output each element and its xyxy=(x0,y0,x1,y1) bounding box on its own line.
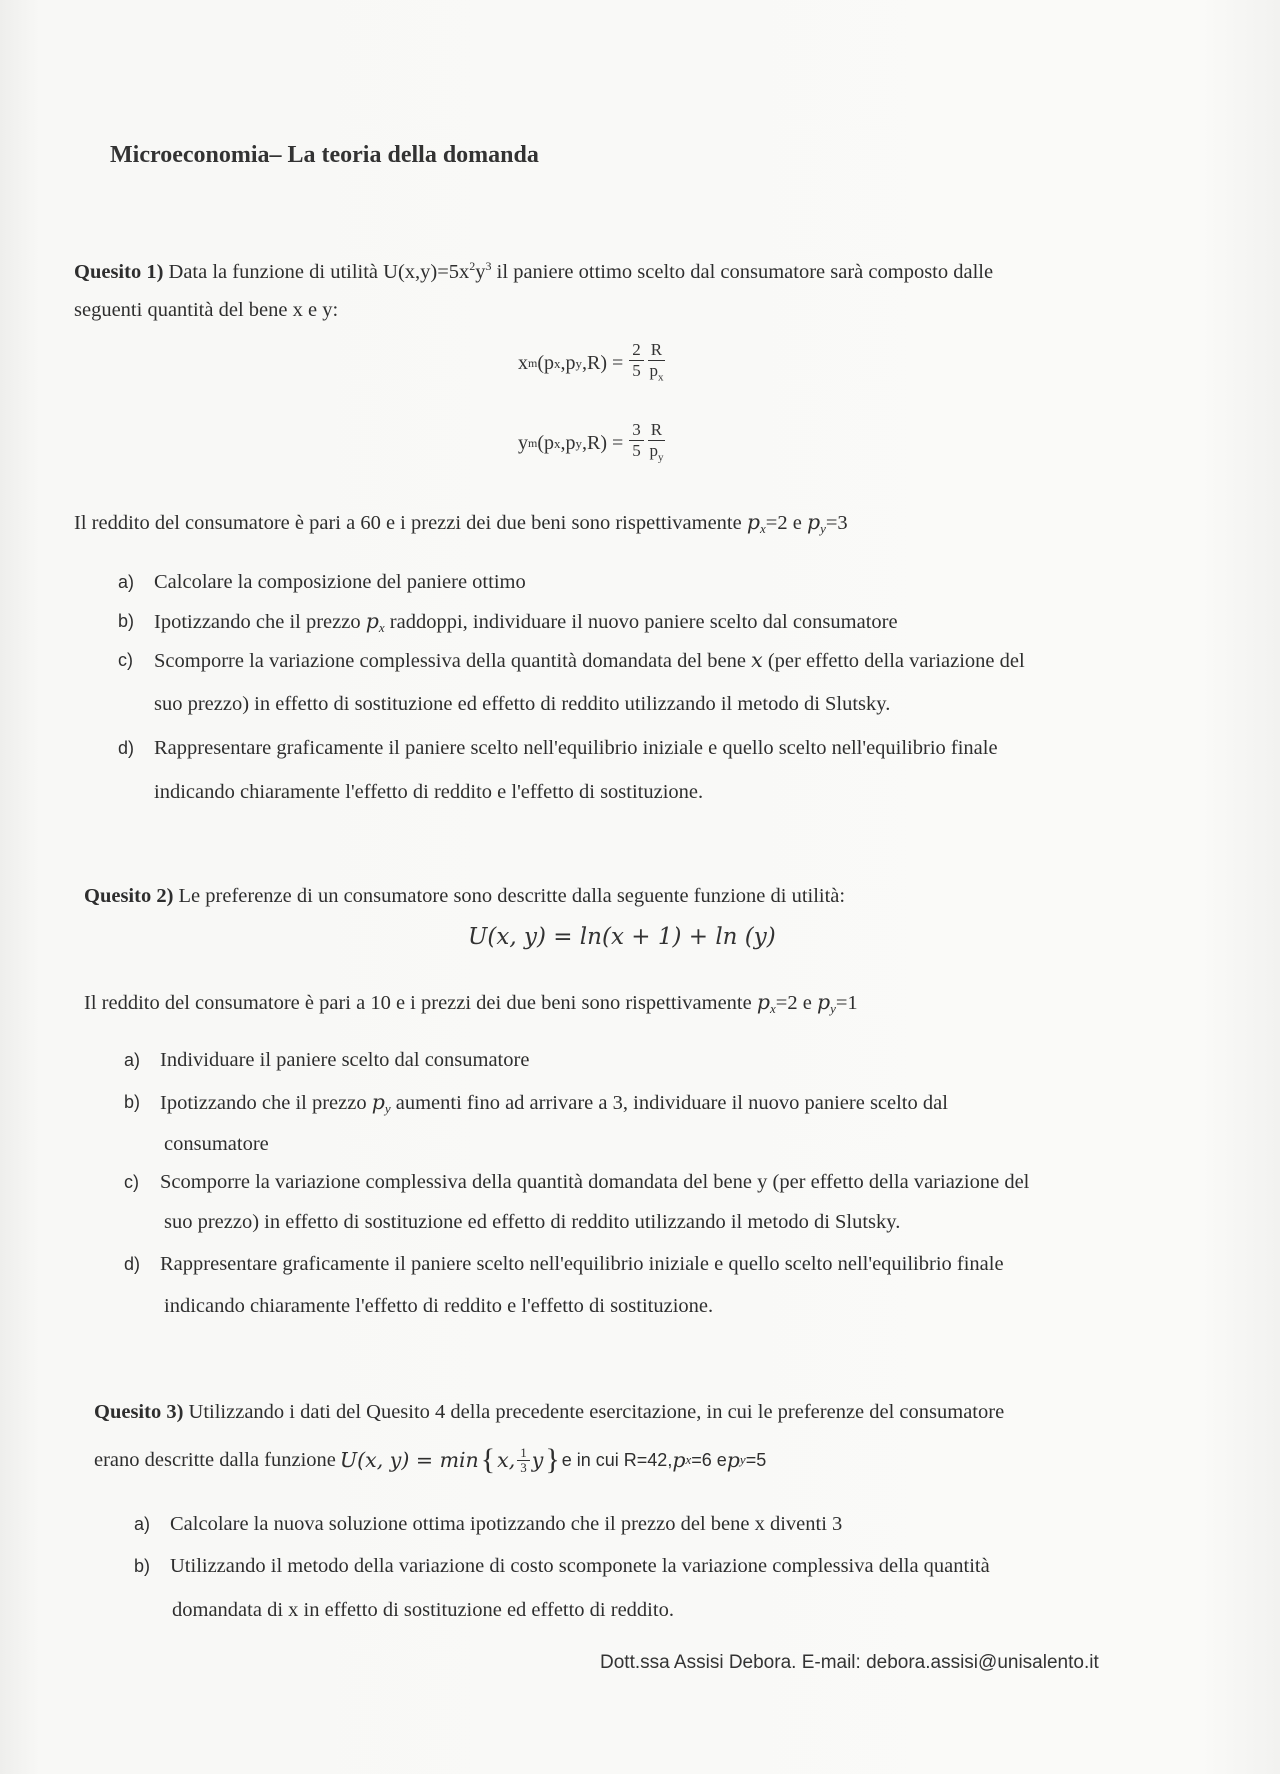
q2-item-b-line2: consumatore xyxy=(164,1133,269,1155)
q1-income: Il reddito del consumatore è pari a 60 e i prezzi dei due beni sono rispettivamente $p_x=2$ e $p_y=3$ xyxy=(74,510,848,536)
footer-author: Dott.ssa Assisi Debora. E-mail: debora.assisi@unisalento.it xyxy=(600,1652,1099,1673)
q1-item-c-line2: suo prezzo) in effetto di sostituzione ed effetto di reddito utilizzando il metodo di Slutsky. xyxy=(154,693,891,715)
q2-item-c-line2: suo prezzo) in effetto di sostituzione ed effetto di reddito utilizzando il metodo di Slutsky. xyxy=(164,1211,901,1233)
document-title: Microeconomia– La teoria della domanda xyxy=(110,142,539,168)
q1-item-d: d) Rappresentare graficamente il paniere scelto nell'equilibrio iniziale e quello scelto nell'equilibrio finale xyxy=(118,737,998,759)
q2-item-b: b) Ipotizzando che il prezzo $p_y$ aumenti fino ad arrivare a 3, individuare il nuovo paniere scelto dal xyxy=(124,1090,948,1116)
q1-item-a: a) Calcolare la composizione del paniere ottimo xyxy=(118,571,526,593)
q3-item-a: a) Calcolare la nuova soluzione ottima ipotizzando che il prezzo del bene x diventi 3 xyxy=(134,1513,843,1535)
q1-item-b: b) Ipotizzando che il prezzo $p_x$ raddoppi, individuare il nuovo paniere scelto dal consumatore xyxy=(118,609,898,635)
q2-item-a: a) Individuare il paniere scelto dal consumatore xyxy=(124,1049,530,1071)
q1-intro-line2: seguenti quantità del bene x e y: xyxy=(74,299,339,321)
q2-label: Quesito 2) xyxy=(84,885,174,907)
q1-formula-x: x m (p x ,p y ,R) = $\frac{2}{5}$ $\frac{R}{p_x}$ xyxy=(518,340,664,384)
q3-intro: Quesito 3) Utilizzando i dati del Quesito 4 della precedente esercitazione, in cui le preferenze del consumatore xyxy=(94,1401,1005,1423)
q3-intro-line2: erano descritte dalla funzione U(x, y) = min { x, $\frac{1}{3}$ y } e in cui R=42, p x =6 e p y =5 xyxy=(94,1443,767,1476)
q1-formula-y: y m (p x ,p y ,R) = $\frac{3}{5}$ $\frac{R}{p_y}$ xyxy=(518,420,664,464)
q1-item-c: c) Scomporre la variazione complessiva della quantità domandata del bene x (per effetto della variazione del xyxy=(118,648,1025,672)
q2-income: Il reddito del consumatore è pari a 10 e i prezzi dei due beni sono rispettivamente $p_x=2$ e $p_y=1$ xyxy=(84,990,858,1016)
q2-item-d: d) Rappresentare graficamente il paniere scelto nell'equilibrio iniziale e quello scelto nell'equilibrio finale xyxy=(124,1253,1004,1275)
q2-formula: U(x, y) = ln(x + 1) + ln (y) xyxy=(468,924,776,950)
q1-intro: Quesito 1) Data la funzione di utilità $U(x,y)=5x^2y^3$ il paniere ottimo scelto dal consumatore sarà composto dalle xyxy=(74,259,994,283)
q2-item-c: c) Scomporre la variazione complessiva della quantità domandata del bene y (per effetto della variazione del xyxy=(124,1171,1030,1193)
q2-intro: Quesito 2) Le preferenze di un consumatore sono descritte dalla seguente funzione di utilità: xyxy=(84,885,846,907)
q3-label: Quesito 3) xyxy=(94,1401,184,1423)
q3-item-b: b) Utilizzando il metodo della variazione di costo scomponete la variazione complessiva della quantità xyxy=(134,1555,990,1577)
q3-item-b-line2: domandata di x in effetto di sostituzione ed effetto di reddito. xyxy=(172,1599,674,1621)
q1-item-d-line2: indicando chiaramente l'effetto di reddito e l'effetto di sostituzione. xyxy=(154,781,704,803)
q1-label: Quesito 1) xyxy=(74,261,164,283)
q2-item-d-line2: indicando chiaramente l'effetto di reddito e l'effetto di sostituzione. xyxy=(164,1295,714,1317)
